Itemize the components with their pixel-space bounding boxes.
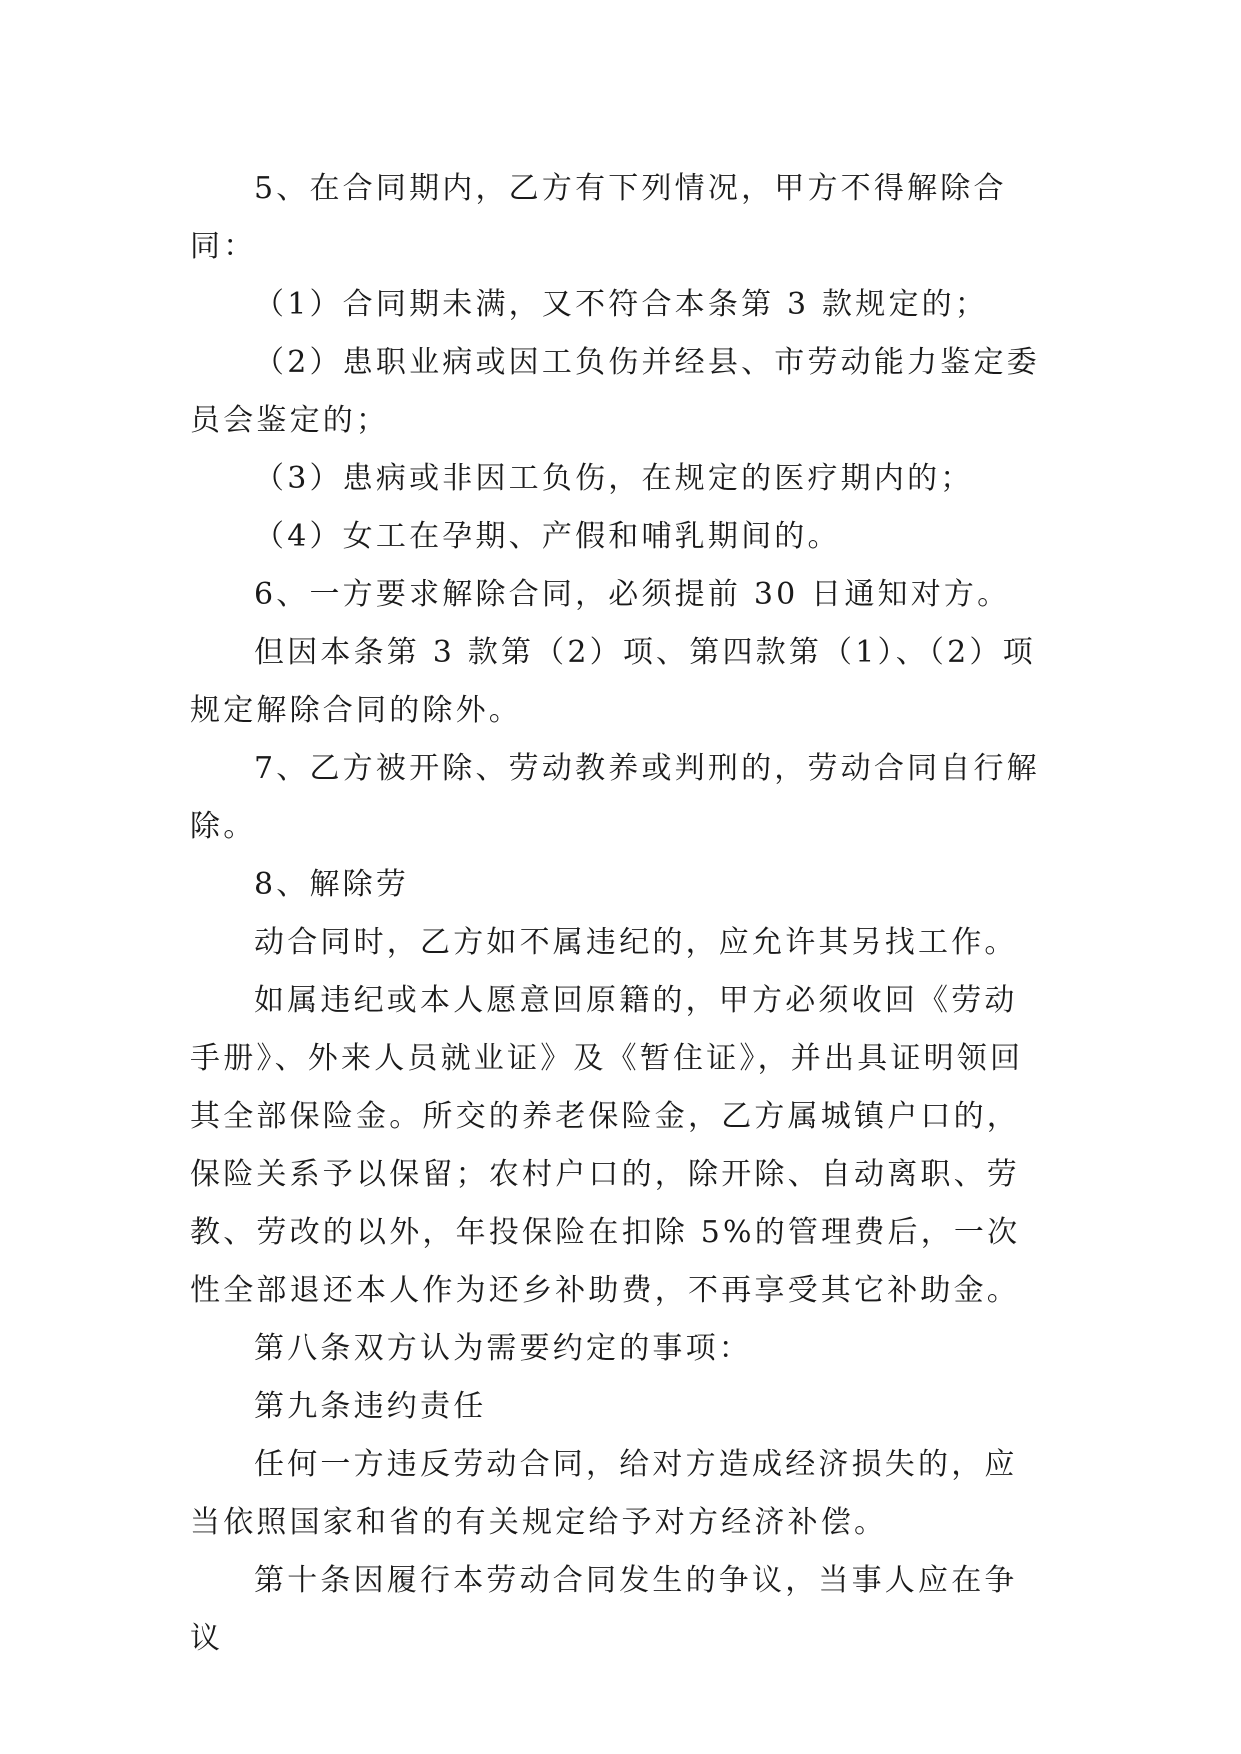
paragraph-item-1: （1）合同期未满，又不符合本条第 3 款规定的；	[254, 287, 989, 322]
paragraph-clause-6-exception: 但因本条第 3 款第（2）项、第四款第（1）、（2）项规定解除合同的除外。	[190, 635, 1036, 728]
paragraph-clause-5: 5、在合同期内，乙方有下列情况，甲方不得解除合同：	[190, 171, 1007, 264]
paragraph-clause-7: 7、乙方被开除、劳动教养或判刑的，劳动合同自行解除。	[190, 751, 1040, 844]
document-body	[190, 160, 1050, 1668]
paragraph-clause-8: 8、解除劳	[254, 867, 410, 902]
paragraph-clause-8-continued: 动合同时，乙方如不属违纪的，应允许其另找工作。	[254, 925, 1018, 960]
paragraph-insurance: 如属违纪或本人愿意回原籍的，甲方必须收回《劳动手册》、外来人员就业证》及《暂住证》，并出具证明领回其全部保险金。所交的养老保险金，乙方属城镇户口的，保险关系予以保留；农村户口的，除开除、自动离职、劳教、劳改的以外，年投保险在扣除 5%的管理费后，一次性全部退还本人作为还乡补助费，不再享受其它补助金。	[190, 983, 1024, 1308]
paragraph-item-2: （2）患职业病或因工负伤并经县、市劳动能力鉴定委员会鉴定的；	[190, 345, 1040, 438]
paragraph-article-8: 第八条双方认为需要约定的事项：	[254, 1331, 752, 1366]
paragraph-breach: 任何一方违反劳动合同，给对方造成经济损失的，应当依照国家和省的有关规定给予对方经济补偿。	[190, 1447, 1018, 1540]
paragraph-article-9: 第九条违约责任	[254, 1389, 487, 1424]
paragraph-clause-6: 6、一方要求解除合同，必须提前 30 日通知对方。	[254, 577, 1011, 612]
paragraph-article-10: 第十条因履行本劳动合同发生的争议，当事人应在争议	[190, 1563, 1018, 1656]
paragraph-item-4: （4）女工在孕期、产假和哺乳期间的。	[254, 519, 841, 554]
paragraph-item-3: （3）患病或非因工负伤，在规定的医疗期内的；	[254, 461, 974, 496]
